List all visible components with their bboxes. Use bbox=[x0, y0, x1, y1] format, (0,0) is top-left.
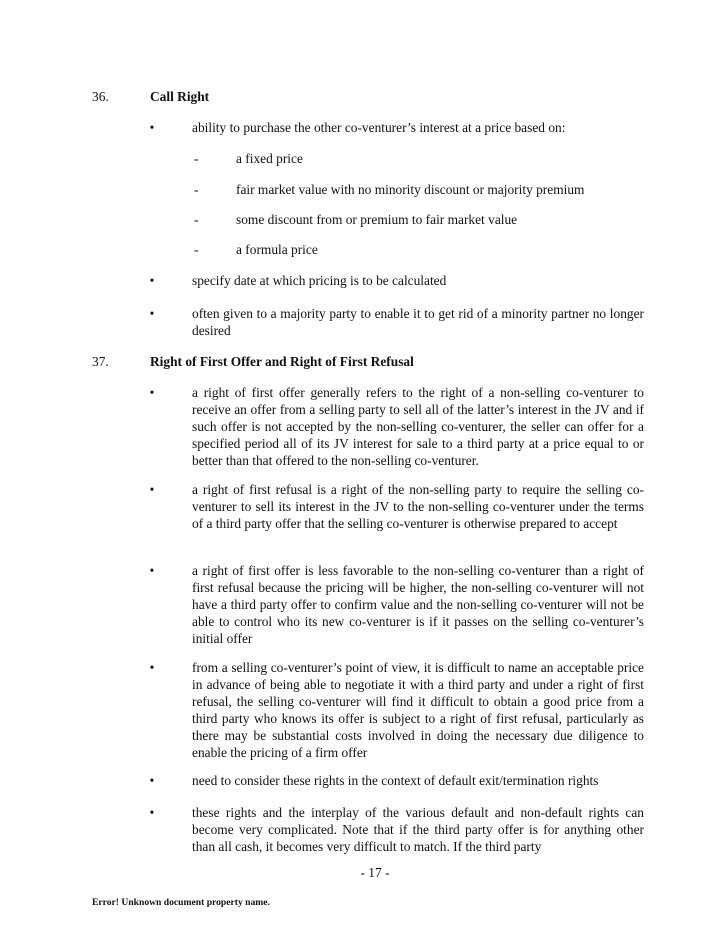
footer-text: Error! Unknown document property name. bbox=[92, 897, 270, 908]
dash-icon: - bbox=[194, 212, 199, 227]
bullet-icon: • bbox=[149, 773, 155, 788]
bullet-icon: • bbox=[149, 385, 155, 400]
bullet-text: a right of first offer is less favorable to the non-selling co-venturer than a right of first refusal because the pricing will be higher, the non-selling co-venturer will not have a third party offer to confirm value and the non-selling co-venturer will not be able to control who its new co-venturer is if it passes on the selling co-venturer’s initial offer bbox=[192, 563, 644, 646]
sub-item-text: some discount from or premium to fair market value bbox=[236, 212, 518, 227]
bullet-icon: • bbox=[149, 563, 155, 578]
bullet-icon: • bbox=[149, 120, 155, 135]
bullet-text: these rights and the interplay of the various default and non-default rights can become very complicated. Note that if the third party offer is for anything other than all cash, it becomes very difficult to match. If the third party bbox=[192, 805, 644, 854]
section-title: Right of First Offer and Right of First Refusal bbox=[150, 354, 414, 369]
page-number: - 17 - bbox=[360, 865, 390, 880]
bullet-text: a right of first offer generally refers to the right of a non-selling co-venturer to receive an offer from a selling party to sell all of the latter’s interest in the JV and if such offer is not accepted by the non-selling co-venturer, the seller can offer for a specified period all of its JV interest for sale to a third party at a price equal to or better than that offered to the non-selling co-venturer. bbox=[192, 385, 644, 468]
bullet-icon: • bbox=[149, 660, 155, 675]
bullet-icon: • bbox=[149, 482, 155, 497]
bullet-icon: • bbox=[149, 805, 155, 820]
sub-item-text: a fixed price bbox=[236, 151, 303, 166]
bullet-text: a right of first refusal is a right of the non-selling party to require the selling co-venturer to sell its interest in the JV to the non-selling co-venturer under the terms of a third party offer that the selling co-venturer is otherwise prepared to accept bbox=[192, 482, 644, 531]
sub-item-text: a formula price bbox=[236, 242, 318, 257]
dash-icon: - bbox=[194, 242, 199, 257]
bullet-icon: • bbox=[149, 273, 155, 288]
dash-icon: - bbox=[194, 151, 199, 166]
sub-item-text: fair market value with no minority discount or majority premium bbox=[236, 182, 585, 197]
bullet-text: need to consider these rights in the context of default exit/termination rights bbox=[192, 773, 599, 788]
bullet-text: from a selling co-venturer’s point of view, it is difficult to name an acceptable price in advance of being able to negotiate it with a third party and under a right of first refusal, the selling co-venturer will find it difficult to obtain a good price from a third party who knows its offer is subject to a right of first refusal, particularly as there may be substantial costs involved in doing the necessary due diligence to enable the pricing of a firm offer bbox=[192, 660, 644, 760]
section-number: 37. bbox=[92, 354, 109, 369]
section-title: Call Right bbox=[150, 89, 210, 104]
bullet-text: specify date at which pricing is to be calculated bbox=[192, 273, 447, 288]
bullet-text: often given to a majority party to enable it to get rid of a minority partner no longer desired bbox=[192, 306, 644, 338]
bullet-text: ability to purchase the other co-venturer’s interest at a price based on: bbox=[192, 120, 566, 135]
dash-icon: - bbox=[194, 182, 199, 197]
section-number: 36. bbox=[92, 89, 109, 104]
bullet-icon: • bbox=[149, 306, 155, 321]
